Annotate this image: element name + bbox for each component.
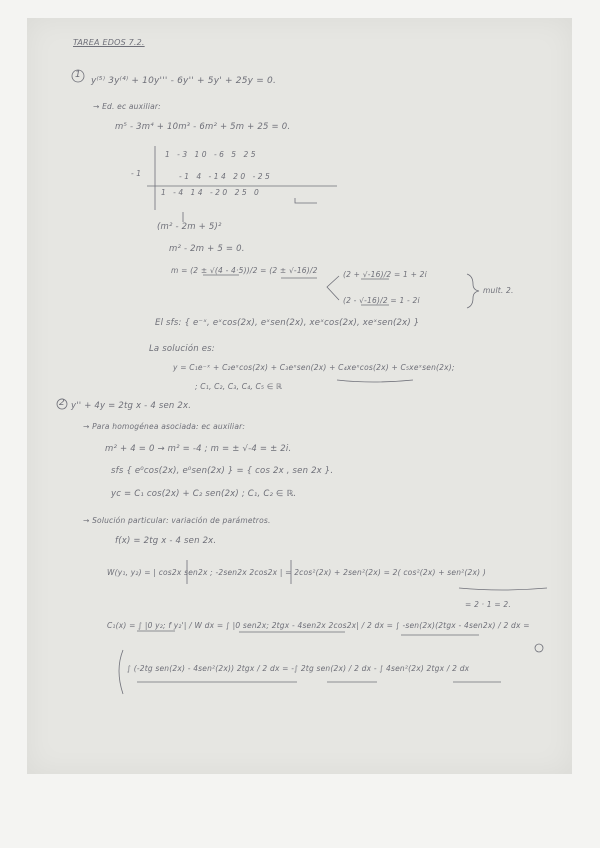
auxiliary-roots: m² + 4 = 0 → m² = -4 ; m = ± √-4 = ± 2i.: [105, 444, 292, 454]
solution-underline: [337, 380, 413, 382]
complementary-solution: yc = C₁ cos(2x) + C₂ sen(2x) ; C₁, C₂ ∈ ℝ.: [111, 489, 297, 499]
notebook-page: [27, 18, 572, 774]
fundamental-set: El sfs: { e⁻ˣ, eˣcos(2x), eˣsen(2x), xeˣcos(2x), xeˣsen(2x) }: [155, 318, 420, 328]
quadratic-equation: m² - 2m + 5 = 0.: [169, 244, 245, 254]
solution-label: La solución es:: [149, 344, 215, 354]
page-title: TAREA EDOS 7.2.: [73, 38, 145, 47]
fundamental-set-2: sfs { e⁰cos(2x), e⁰sen(2x) } = { cos 2x , sen 2x }.: [111, 466, 334, 476]
c1-integral: C₁(x) = ∫ |0 y₂; f y₂'| / W dx = ∫ |0 sen2x; 2tgx - 4sen2x 2cos2x| / 2 dx = ∫ -sen(2x)(2tgx - 4sen2x) / 2 dx =: [107, 621, 530, 630]
auxiliary-step-label: → Ed. ec auxiliar:: [93, 102, 161, 111]
multiplicity-note: mult. 2.: [483, 286, 514, 295]
complex-root-positive: (2 + √-16)/2 = 1 + 2i: [343, 270, 427, 279]
ruffini-products: -1 4 -14 20 -25: [179, 172, 273, 181]
exercise-2-marker: 2: [59, 398, 65, 408]
factored-polynomial: (m² - 2m + 5)²: [157, 222, 222, 232]
ruffini-root: -1: [131, 169, 144, 178]
complex-root-negative: (2 - √-16)/2 = 1 - 2i: [343, 296, 420, 305]
auxiliary-equation: m⁵ - 3m⁴ + 10m³ - 6m² + 5m + 25 = 0.: [115, 122, 291, 132]
exercise-2-equation: y'' + 4y = 2tg x - 4 sen 2x.: [71, 401, 192, 411]
exercise-1-equation: y⁽⁵⁾ 3y⁽⁴⁾ + 10y''' - 6y'' + 5y' + 25y = 0.: [91, 76, 277, 86]
wronskian-value: = 2 · 1 = 2.: [465, 600, 511, 609]
ruffini-results: 1 -4 14 -20 25 0: [161, 188, 262, 197]
wronskian: W(y₁, y₂) = | cos2x sen2x ; -2sen2x 2cos2x | = 2cos²(2x) + 2sen²(2x) = 2( cos²(2x) + sen²(2x) ): [107, 568, 486, 577]
exercise-1-marker: 1: [75, 70, 81, 80]
handwriting-strokes: [27, 18, 572, 774]
c1-integral-expanded: ∫ (-2tg sen(2x) - 4sen²(2x)) 2tgx / 2 dx = -∫ 2tg sen(2x) / 2 dx - ∫ 4sen²(2x) 2tgx / 2 dx: [127, 664, 470, 673]
ruffini-coefficients: 1 -3 10 -6 5 25: [165, 150, 259, 159]
forcing-function: f(x) = 2tg x - 4 sen 2x.: [115, 536, 217, 546]
general-solution: y = C₁e⁻ˣ + C₂eˣcos(2x) + C₃eˣsen(2x) + C₄xeˣcos(2x) + C₅xeˣsen(2x);: [173, 363, 455, 372]
roots-bracket: [327, 276, 339, 300]
root-calculation: m = (2 ± √(4 - 4·5))/2 = (2 ± √-16)/2: [171, 266, 318, 275]
constants-domain: ; C₁, C₂, C₃, C₄, C₅ ∈ ℝ: [195, 382, 283, 391]
multiplicity-brace: [467, 274, 479, 308]
particular-step: → Solución particular: variación de parámetros.: [83, 516, 271, 525]
homogeneous-step: → Para homogénea asociada: ec auxiliar:: [83, 422, 246, 431]
remainder-box: [295, 198, 317, 203]
